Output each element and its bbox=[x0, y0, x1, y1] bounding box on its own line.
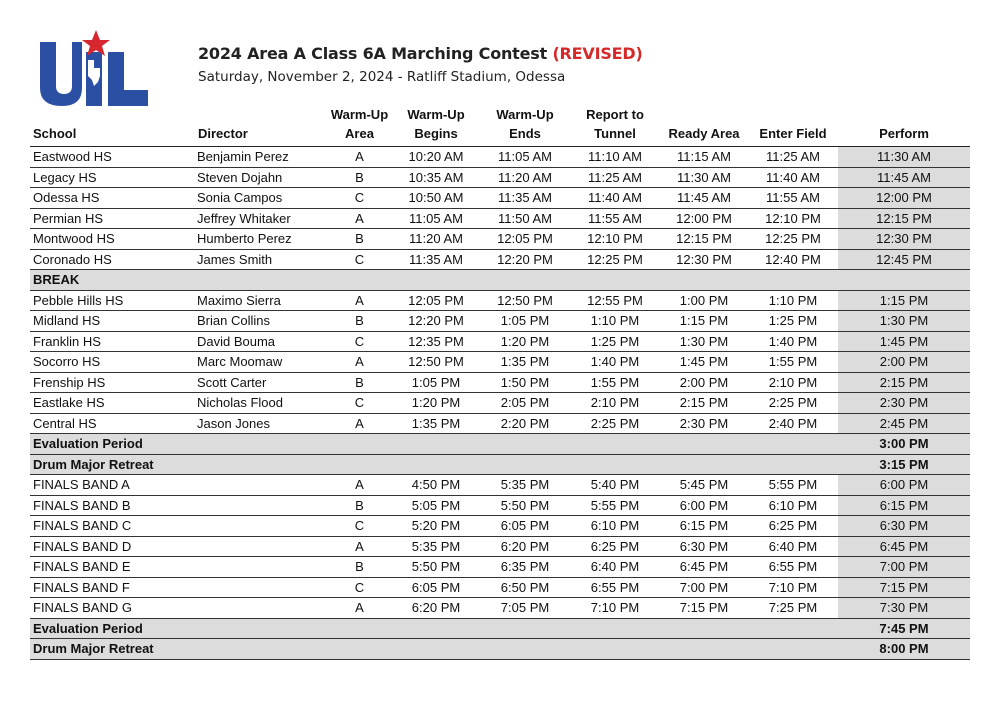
col-enter-field: Enter Field bbox=[748, 105, 838, 147]
section-label: BREAK bbox=[30, 270, 970, 291]
warmup-area-cell: B bbox=[327, 495, 392, 516]
warmup-ends-cell: 6:35 PM bbox=[480, 557, 570, 578]
report-tunnel-cell: 11:10 AM bbox=[570, 147, 660, 168]
event-perform-cell: 8:00 PM bbox=[838, 639, 970, 660]
report-tunnel-cell: 11:25 AM bbox=[570, 167, 660, 188]
logo-letter-l bbox=[108, 52, 148, 106]
warmup-begins-cell: 11:35 AM bbox=[392, 249, 480, 270]
warmup-area-cell: A bbox=[327, 352, 392, 373]
title-main: 2024 Area A Class 6A Marching Contest bbox=[198, 44, 548, 63]
event-label: Drum Major Retreat bbox=[30, 454, 838, 475]
report-tunnel-cell: 1:40 PM bbox=[570, 352, 660, 373]
director-cell: Jason Jones bbox=[195, 413, 327, 434]
table-row bbox=[30, 290, 970, 311]
table-row bbox=[30, 475, 970, 496]
enter-field-cell: 1:55 PM bbox=[748, 352, 838, 373]
enter-field-cell: 7:25 PM bbox=[748, 598, 838, 619]
ready-area-cell: 12:30 PM bbox=[660, 249, 748, 270]
director-cell bbox=[195, 598, 327, 619]
warmup-area-cell: C bbox=[327, 249, 392, 270]
school-cell: Eastlake HS bbox=[30, 393, 195, 414]
perform-cell: 12:00 PM bbox=[838, 188, 970, 209]
perform-cell: 6:30 PM bbox=[838, 516, 970, 537]
enter-field-cell: 2:40 PM bbox=[748, 413, 838, 434]
perform-cell: 12:45 PM bbox=[838, 249, 970, 270]
perform-cell: 12:30 PM bbox=[838, 229, 970, 250]
table-row bbox=[30, 495, 970, 516]
report-tunnel-cell: 6:40 PM bbox=[570, 557, 660, 578]
uil-logo bbox=[38, 28, 150, 110]
event-label: Drum Major Retreat bbox=[30, 639, 838, 660]
col-ready-area: Ready Area bbox=[660, 105, 748, 147]
perform-cell: 7:00 PM bbox=[838, 557, 970, 578]
director-cell bbox=[195, 577, 327, 598]
warmup-begins-cell: 12:05 PM bbox=[392, 290, 480, 311]
ready-area-cell: 6:00 PM bbox=[660, 495, 748, 516]
warmup-ends-cell: 7:05 PM bbox=[480, 598, 570, 619]
table-row bbox=[30, 598, 970, 619]
header bbox=[198, 44, 643, 85]
warmup-area-cell: A bbox=[327, 413, 392, 434]
perform-cell: 6:45 PM bbox=[838, 536, 970, 557]
report-tunnel-cell: 1:10 PM bbox=[570, 311, 660, 332]
director-cell: Humberto Perez bbox=[195, 229, 327, 250]
warmup-begins-cell: 6:05 PM bbox=[392, 577, 480, 598]
warmup-begins-cell: 12:20 PM bbox=[392, 311, 480, 332]
warmup-ends-cell: 12:05 PM bbox=[480, 229, 570, 250]
event-label: Evaluation Period bbox=[30, 618, 838, 639]
col-school: School bbox=[30, 105, 195, 147]
director-cell: Steven Dojahn bbox=[195, 167, 327, 188]
director-cell: David Bouma bbox=[195, 331, 327, 352]
warmup-ends-cell: 1:35 PM bbox=[480, 352, 570, 373]
enter-field-cell: 12:40 PM bbox=[748, 249, 838, 270]
school-cell: FINALS BAND F bbox=[30, 577, 195, 598]
ready-area-cell: 6:45 PM bbox=[660, 557, 748, 578]
col-report-tunnel: Report to Tunnel bbox=[570, 105, 660, 147]
school-cell: Frenship HS bbox=[30, 372, 195, 393]
director-cell: Marc Moomaw bbox=[195, 352, 327, 373]
table-row bbox=[30, 577, 970, 598]
warmup-area-cell: B bbox=[327, 167, 392, 188]
warmup-ends-cell: 6:20 PM bbox=[480, 536, 570, 557]
perform-cell: 1:15 PM bbox=[838, 290, 970, 311]
warmup-begins-cell: 10:20 AM bbox=[392, 147, 480, 168]
report-tunnel-cell: 1:55 PM bbox=[570, 372, 660, 393]
perform-cell: 1:45 PM bbox=[838, 331, 970, 352]
enter-field-cell: 6:10 PM bbox=[748, 495, 838, 516]
table-row bbox=[30, 229, 970, 250]
director-cell: Jeffrey Whitaker bbox=[195, 208, 327, 229]
report-tunnel-cell: 1:25 PM bbox=[570, 331, 660, 352]
enter-field-cell: 1:10 PM bbox=[748, 290, 838, 311]
table-row bbox=[30, 557, 970, 578]
ready-area-cell: 6:30 PM bbox=[660, 536, 748, 557]
school-cell: Legacy HS bbox=[30, 167, 195, 188]
warmup-begins-cell: 11:05 AM bbox=[392, 208, 480, 229]
director-cell: Brian Collins bbox=[195, 311, 327, 332]
ready-area-cell: 12:15 PM bbox=[660, 229, 748, 250]
enter-field-cell: 11:40 AM bbox=[748, 167, 838, 188]
enter-field-cell: 11:55 AM bbox=[748, 188, 838, 209]
perform-cell: 6:15 PM bbox=[838, 495, 970, 516]
warmup-begins-cell: 5:50 PM bbox=[392, 557, 480, 578]
ready-area-cell: 5:45 PM bbox=[660, 475, 748, 496]
ready-area-cell: 7:00 PM bbox=[660, 577, 748, 598]
report-tunnel-cell: 12:55 PM bbox=[570, 290, 660, 311]
table-row bbox=[30, 352, 970, 373]
event-perform-cell: 7:45 PM bbox=[838, 618, 970, 639]
table-row bbox=[30, 208, 970, 229]
warmup-ends-cell: 1:50 PM bbox=[480, 372, 570, 393]
perform-cell: 11:45 AM bbox=[838, 167, 970, 188]
ready-area-cell: 2:15 PM bbox=[660, 393, 748, 414]
enter-field-cell: 1:40 PM bbox=[748, 331, 838, 352]
event-row bbox=[30, 639, 970, 660]
ready-area-cell: 11:45 AM bbox=[660, 188, 748, 209]
school-cell: Montwood HS bbox=[30, 229, 195, 250]
table-row bbox=[30, 536, 970, 557]
school-cell: Socorro HS bbox=[30, 352, 195, 373]
event-perform-cell: 3:00 PM bbox=[838, 434, 970, 455]
warmup-area-cell: A bbox=[327, 475, 392, 496]
report-tunnel-cell: 2:25 PM bbox=[570, 413, 660, 434]
warmup-ends-cell: 1:05 PM bbox=[480, 311, 570, 332]
enter-field-cell: 12:25 PM bbox=[748, 229, 838, 250]
warmup-begins-cell: 12:35 PM bbox=[392, 331, 480, 352]
warmup-begins-cell: 10:35 AM bbox=[392, 167, 480, 188]
school-cell: FINALS BAND D bbox=[30, 536, 195, 557]
logo-letter-u bbox=[40, 42, 82, 106]
school-cell: FINALS BAND C bbox=[30, 516, 195, 537]
warmup-begins-cell: 12:50 PM bbox=[392, 352, 480, 373]
director-cell: Sonia Campos bbox=[195, 188, 327, 209]
director-cell bbox=[195, 516, 327, 537]
report-tunnel-cell: 12:10 PM bbox=[570, 229, 660, 250]
warmup-area-cell: B bbox=[327, 557, 392, 578]
section-row bbox=[30, 270, 970, 291]
ready-area-cell: 2:00 PM bbox=[660, 372, 748, 393]
table-row bbox=[30, 413, 970, 434]
enter-field-cell: 6:25 PM bbox=[748, 516, 838, 537]
warmup-area-cell: A bbox=[327, 208, 392, 229]
school-cell: Permian HS bbox=[30, 208, 195, 229]
warmup-ends-cell: 2:20 PM bbox=[480, 413, 570, 434]
warmup-ends-cell: 12:50 PM bbox=[480, 290, 570, 311]
table-row bbox=[30, 331, 970, 352]
perform-cell: 11:30 AM bbox=[838, 147, 970, 168]
school-cell: Pebble Hills HS bbox=[30, 290, 195, 311]
enter-field-cell: 12:10 PM bbox=[748, 208, 838, 229]
warmup-area-cell: C bbox=[327, 331, 392, 352]
schedule-table bbox=[30, 105, 970, 660]
school-cell: FINALS BAND E bbox=[30, 557, 195, 578]
school-cell: FINALS BAND B bbox=[30, 495, 195, 516]
enter-field-cell: 2:25 PM bbox=[748, 393, 838, 414]
warmup-ends-cell: 12:20 PM bbox=[480, 249, 570, 270]
ready-area-cell: 1:15 PM bbox=[660, 311, 748, 332]
school-cell: Midland HS bbox=[30, 311, 195, 332]
ready-area-cell: 1:30 PM bbox=[660, 331, 748, 352]
table-row bbox=[30, 372, 970, 393]
warmup-begins-cell: 1:20 PM bbox=[392, 393, 480, 414]
warmup-ends-cell: 11:20 AM bbox=[480, 167, 570, 188]
col-director: Director bbox=[195, 105, 327, 147]
warmup-area-cell: C bbox=[327, 577, 392, 598]
warmup-ends-cell: 6:50 PM bbox=[480, 577, 570, 598]
perform-cell: 2:45 PM bbox=[838, 413, 970, 434]
perform-cell: 2:15 PM bbox=[838, 372, 970, 393]
school-cell: FINALS BAND A bbox=[30, 475, 195, 496]
warmup-ends-cell: 11:35 AM bbox=[480, 188, 570, 209]
enter-field-cell: 1:25 PM bbox=[748, 311, 838, 332]
col-perform: Perform bbox=[838, 105, 970, 147]
perform-cell: 7:30 PM bbox=[838, 598, 970, 619]
report-tunnel-cell: 12:25 PM bbox=[570, 249, 660, 270]
school-cell: Coronado HS bbox=[30, 249, 195, 270]
event-perform-cell: 3:15 PM bbox=[838, 454, 970, 475]
director-cell: Scott Carter bbox=[195, 372, 327, 393]
col-warmup-begins: Warm-Up Begins bbox=[392, 105, 480, 147]
table-body bbox=[30, 147, 970, 660]
enter-field-cell: 7:10 PM bbox=[748, 577, 838, 598]
table-row bbox=[30, 393, 970, 414]
perform-cell: 2:30 PM bbox=[838, 393, 970, 414]
ready-area-cell: 1:00 PM bbox=[660, 290, 748, 311]
warmup-area-cell: B bbox=[327, 229, 392, 250]
perform-cell: 7:15 PM bbox=[838, 577, 970, 598]
page-title bbox=[198, 44, 643, 63]
school-cell: Eastwood HS bbox=[30, 147, 195, 168]
page-subtitle: Saturday, November 2, 2024 - Ratliff Stadium, Odessa bbox=[198, 69, 566, 85]
warmup-ends-cell: 11:05 AM bbox=[480, 147, 570, 168]
warmup-begins-cell: 6:20 PM bbox=[392, 598, 480, 619]
report-tunnel-cell: 5:40 PM bbox=[570, 475, 660, 496]
enter-field-cell: 6:55 PM bbox=[748, 557, 838, 578]
warmup-area-cell: B bbox=[327, 311, 392, 332]
report-tunnel-cell: 6:25 PM bbox=[570, 536, 660, 557]
col-warmup-area: Warm-Up Area bbox=[327, 105, 392, 147]
director-cell bbox=[195, 557, 327, 578]
warmup-area-cell: C bbox=[327, 188, 392, 209]
table-row bbox=[30, 249, 970, 270]
warmup-area-cell: A bbox=[327, 290, 392, 311]
warmup-begins-cell: 1:05 PM bbox=[392, 372, 480, 393]
event-row bbox=[30, 454, 970, 475]
warmup-begins-cell: 5:20 PM bbox=[392, 516, 480, 537]
ready-area-cell: 7:15 PM bbox=[660, 598, 748, 619]
table-row bbox=[30, 188, 970, 209]
report-tunnel-cell: 6:55 PM bbox=[570, 577, 660, 598]
director-cell: Nicholas Flood bbox=[195, 393, 327, 414]
table-header-row bbox=[30, 105, 970, 147]
director-cell bbox=[195, 536, 327, 557]
enter-field-cell: 6:40 PM bbox=[748, 536, 838, 557]
ready-area-cell: 1:45 PM bbox=[660, 352, 748, 373]
warmup-area-cell: C bbox=[327, 516, 392, 537]
col-warmup-ends: Warm-Up Ends bbox=[480, 105, 570, 147]
director-cell: Benjamin Perez bbox=[195, 147, 327, 168]
warmup-ends-cell: 5:35 PM bbox=[480, 475, 570, 496]
warmup-area-cell: A bbox=[327, 598, 392, 619]
warmup-area-cell: C bbox=[327, 393, 392, 414]
director-cell bbox=[195, 495, 327, 516]
report-tunnel-cell: 11:55 AM bbox=[570, 208, 660, 229]
warmup-area-cell: A bbox=[327, 147, 392, 168]
ready-area-cell: 2:30 PM bbox=[660, 413, 748, 434]
report-tunnel-cell: 5:55 PM bbox=[570, 495, 660, 516]
school-cell: FINALS BAND G bbox=[30, 598, 195, 619]
table-row bbox=[30, 516, 970, 537]
revised-label: (REVISED) bbox=[552, 44, 643, 63]
table-row bbox=[30, 147, 970, 168]
event-row bbox=[30, 434, 970, 455]
table-row bbox=[30, 311, 970, 332]
enter-field-cell: 2:10 PM bbox=[748, 372, 838, 393]
warmup-begins-cell: 5:35 PM bbox=[392, 536, 480, 557]
warmup-area-cell: A bbox=[327, 536, 392, 557]
event-label: Evaluation Period bbox=[30, 434, 838, 455]
report-tunnel-cell: 7:10 PM bbox=[570, 598, 660, 619]
warmup-area-cell: B bbox=[327, 372, 392, 393]
warmup-ends-cell: 6:05 PM bbox=[480, 516, 570, 537]
perform-cell: 6:00 PM bbox=[838, 475, 970, 496]
warmup-begins-cell: 10:50 AM bbox=[392, 188, 480, 209]
perform-cell: 2:00 PM bbox=[838, 352, 970, 373]
school-cell: Central HS bbox=[30, 413, 195, 434]
enter-field-cell: 11:25 AM bbox=[748, 147, 838, 168]
director-cell: James Smith bbox=[195, 249, 327, 270]
ready-area-cell: 12:00 PM bbox=[660, 208, 748, 229]
warmup-begins-cell: 5:05 PM bbox=[392, 495, 480, 516]
table-row bbox=[30, 167, 970, 188]
warmup-begins-cell: 4:50 PM bbox=[392, 475, 480, 496]
school-cell: Franklin HS bbox=[30, 331, 195, 352]
warmup-begins-cell: 1:35 PM bbox=[392, 413, 480, 434]
perform-cell: 1:30 PM bbox=[838, 311, 970, 332]
perform-cell: 12:15 PM bbox=[838, 208, 970, 229]
warmup-ends-cell: 2:05 PM bbox=[480, 393, 570, 414]
warmup-begins-cell: 11:20 AM bbox=[392, 229, 480, 250]
director-cell: Maximo Sierra bbox=[195, 290, 327, 311]
report-tunnel-cell: 6:10 PM bbox=[570, 516, 660, 537]
warmup-ends-cell: 1:20 PM bbox=[480, 331, 570, 352]
ready-area-cell: 6:15 PM bbox=[660, 516, 748, 537]
ready-area-cell: 11:15 AM bbox=[660, 147, 748, 168]
director-cell bbox=[195, 475, 327, 496]
report-tunnel-cell: 11:40 AM bbox=[570, 188, 660, 209]
warmup-ends-cell: 11:50 AM bbox=[480, 208, 570, 229]
report-tunnel-cell: 2:10 PM bbox=[570, 393, 660, 414]
warmup-ends-cell: 5:50 PM bbox=[480, 495, 570, 516]
enter-field-cell: 5:55 PM bbox=[748, 475, 838, 496]
school-cell: Odessa HS bbox=[30, 188, 195, 209]
ready-area-cell: 11:30 AM bbox=[660, 167, 748, 188]
event-row bbox=[30, 618, 970, 639]
